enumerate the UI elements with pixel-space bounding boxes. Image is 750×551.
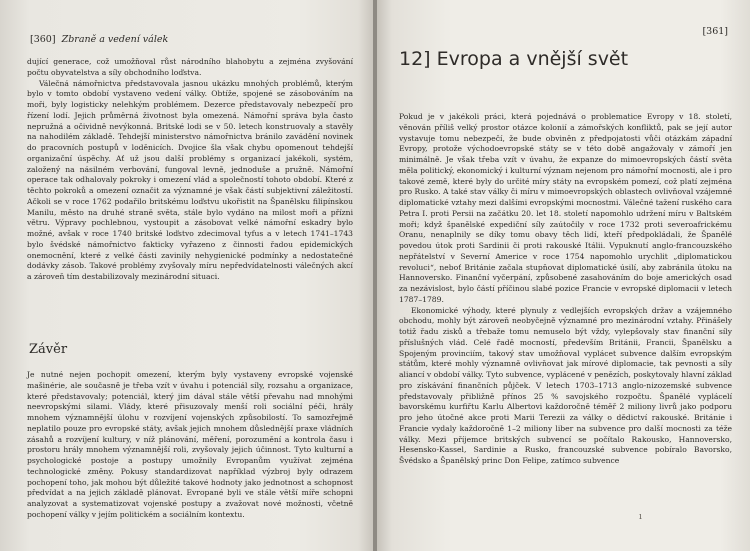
left-page-number: [360] bbox=[30, 34, 56, 45]
pencil-mark-icon: ı bbox=[639, 512, 642, 522]
right-page-number: [361] bbox=[702, 26, 728, 37]
chapter-heading: 12] Evropa a vnější svět bbox=[399, 48, 629, 70]
left-text-bottom bbox=[27, 370, 353, 521]
running-title: Zbraně a vedení válek bbox=[61, 34, 169, 45]
left-running-head bbox=[30, 34, 168, 45]
right-page bbox=[377, 0, 750, 551]
section-heading: Závěr bbox=[29, 342, 68, 357]
left-text-top bbox=[27, 57, 353, 283]
paragraph: dující generace, což umožňoval růst národního blahobytu a zejména zvyšování počtu obyvatelstva a síly obchodního loďstva. bbox=[27, 57, 353, 77]
paragraph: Je nutné nejen pochopit omezení, kterým byly vystaveny evropské vojenské mašinérie, ale současně je třeba vzít v úvahu i potenciál síly, rozsahu a organizace, které představovaly; potenciál, který jim dával stále větší převahu nad mnohými neevropskými silami. Vlády, které přisuzovaly menší roli sociální péči, hrály mnohem významnější úlohu v rozvíjení vojenských způsobilostí. To samozřejmě neplatilo pouze pro evropské státy, avšak jejich mnohem důslednější praxe vládních zásahů a rozvíjení kultury, v níž plánování, měření, porozumění a kontrola času i prostoru hrály mnohem významnější roli, zvyšovaly jejich účinnost. Tyto kulturní a psychologické postoje a postupy umožnily Evropanům využívat zejména technologické změny. Pokusy standardizovat například výzbroj byly odrazem pochopení toho, jak mohou být důležité takové hodnoty jako jednotnost a schopnost předvídat a na jejich základě plánovat. Evropané byli ve stále větší míře schopni analyzovat a systematizovat vojenské postupy a zvažovat nové možnosti, včetně pochopení války v jejím politickém a sociálním kontextu. bbox=[27, 370, 353, 519]
left-page bbox=[0, 0, 373, 551]
right-text bbox=[399, 112, 732, 467]
paragraph: Pokud je v jakékoli práci, která pojednává o problematice Evropy v 18. století, věnován příliš velký prostor otázce kolonií a zámořských konfliktů, pak se její autor vystavuje tomu nebezpečí, že bude obviněn z předpojatosti vůči otázkám západní Evropy, protože východoevropské státy se v této době angažovaly v zámoří jen minimálně. Je však třeba vzít v úvahu, že expanze do mimoevropských částí světa měla politický, ekonomický i kulturní význam nejenom pro námořní mocnosti, ale i pro takové země, které byly do určité míry státy na evropském pomezí, což platí zejména pro Rusko. A také stav války či míru v mimoevropských oblastech ovlivňoval vzájemné diplomatické vztahy mezi dalšími evropskými mocnostmi. Válečné tažení ruského cara Petra I. proti Persii na začátku 20. let 18. století napomohlo udržení míru v Baltském moři; když španělské expediční síly zaútočily v roce 1732 proti severoafrickému Oranu, nenaplnily se díky tomu obavy těch lidí, kteří předpokládali, že Španělé povedou útok proti Sardinii či proti rakouské Itálii. Vypuknutí anglo-francouzského nepřátelství v Severní Americe v roce 1754 napomohlo urychlit „diplomatickou revoluci“, neboť Británie začala stupňovat diplomatické úsilí, aby zabránila útoku na Hannoversko. Finanční vyčerpání, způsobené zasahováním do boje amerických osad za nezávislost, bylo částí příčinou slabé pozice Francie v evropské diplomacii v letech 1787–1789. bbox=[399, 112, 732, 304]
paragraph: Válečná námořnictva představovala jasnou ukázku mnohých problémů, kterým bylo v tomto období vystaveno vedení války. Obtíže, spojené se zásobováním na moři, byly logisticky nelehkým problémem. Dezerce představovaly nebezpečí pro řízení lodí. Jejich průměrná životnost byla omezená. Námořní správa byla často nepružná a očividně nevýkonná. Britské lodi se v 50. letech konstruovaly a stavěly na nahodilém základě. Tehdejší ministerstvo námořnictva bránilo zavádění novinek do pracovních postupů v loděnicích. Dvojice šla však chybu opomenout tehdejší organizační úspěchy. Ať už jsou další problémy s organizací jakékoli, systém, založený na násilném verbování, fungoval levně, jednoduše a pružně. Námořní operace tak odhalovaly pokroky i omezení vlád a společností tohoto období. Které z těchto pokroků a omezení označit za významné je však částí subjektivní záležitostí. Ačkoli se v roce 1762 podařilo britskému loďstvu ukořistit na Španělsku filipínskou Manilu, město na druhé straně světa, stále bylo vydáno na milost moři a přízni větru. Výpravy pochlebnou, vystoupit a zásobovat velké námořní eskadry bylo možné, avšak v roce 1740 britské loďstvo zdecimoval tyfus a v letech 1741–1743 bylo švédské námořnictvo fakticky vyřazeno z činnosti řadou epidemických onemocnění, které z velké části zavinily nehygienické podmínky a nedostatečné dodávky zásob. Takové problémy zvyšovaly míru nepředvídatelnosti válečných akcí a zároveň tím destabilizovaly mezinárodní situaci. bbox=[27, 78, 353, 281]
paragraph: Ekonomické výhody, které plynuly z vedlejších evropských držav a vzájemného obchodu, mohly být zároveň neobyčejně významné pro mezinárodní vztahy. Přinášely totiž řadu zisků a třebaže tomu nemuselo být vždy, vylepšovaly stav finanční síly příslušných vlád. Celé řadě mocností, především Británii, Francii, Španělsku a Spojeným provinciím, takový stav umožňoval vyplácet subvence dalším evropským státům, které mohly významně ovlivňovat jak mírové diplomacie, tak pevnosti a síly aliancí v období války. Tyto subvence, vyplácené v penězích, poskytovaly hlavní základ pro získávání finančních půjček. V letech 1703–1713 anglo-nizozemské subvence představovaly přibližně přínos 25 % savojského rozpočtu. Španělé vyplácelí bavorskému kurfiřtu Karlu Albertovi každoročně téměř 2 miliony livrů jako podporu pro jeho útočné akce proti Marii Terezii za války o dědictví rakouské. Británie i Francie vydaly každoročně 1–2 miliony liber na subvence pro další mocnosti za téže války. Mezi příjemce britských subvencí se počítalo Rakousko, Hannoversko, Hesensko-Kassel, Sardinie a Rusko, francouzské subvence pobíralo Bavorsko, Švédsko a Španělský princ Don Felipe, zatímco subvence bbox=[399, 305, 732, 465]
